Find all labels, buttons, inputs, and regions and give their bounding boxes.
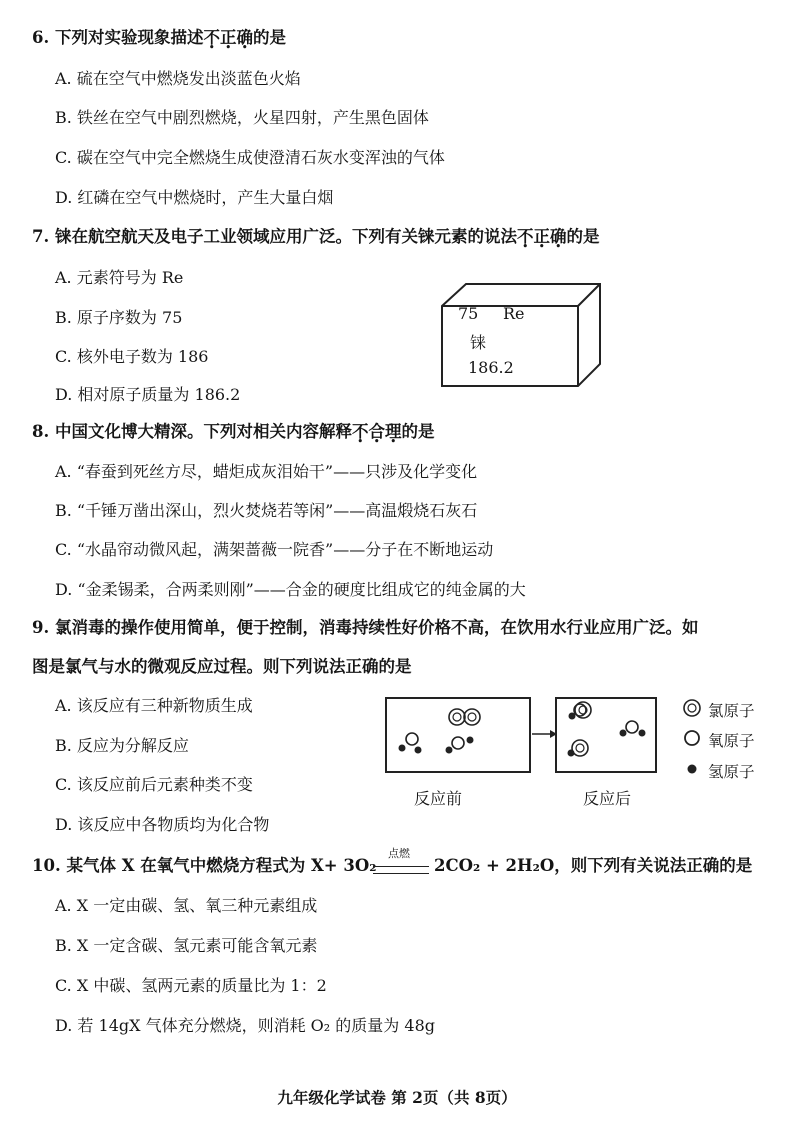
element-card-cube xyxy=(440,282,602,388)
q10-option-d: D. 若 14gX 气体充分燃烧，则消耗 O₂ 的质量为 48g xyxy=(55,1016,435,1035)
chlorine-molecule xyxy=(449,709,480,725)
question-7-stem: 7. 铼在航空航天及电子工业领域应用广泛。下列有关铼元素的说法不正确的是 xyxy=(32,227,600,246)
water-molecule xyxy=(446,737,474,754)
q8-option-b: B. “千锤万凿出深山，烈火焚烧若等闲”——高温煅烧石灰石 xyxy=(55,501,478,520)
water-molecule xyxy=(399,733,422,754)
q8-option-a: A. “春蚕到死丝方尽，蜡炬成灰泪始干”——只涉及化学变化 xyxy=(55,462,478,481)
legend-oxygen: 氧原子 xyxy=(708,732,755,750)
element-name: 铼 xyxy=(470,333,487,352)
legend-hydrogen: 氢原子 xyxy=(708,763,755,781)
chlorine-atom-icon xyxy=(684,700,700,716)
emphasis-char: 正 xyxy=(219,28,237,47)
water-molecule xyxy=(620,721,646,737)
question-10-stem-right: 2CO₂ + 2H₂O，则下列有关说法正确的是 xyxy=(434,856,753,875)
caption-before: 反应前 xyxy=(414,789,463,808)
reaction-condition: 点燃 xyxy=(388,847,410,860)
q9-option-d: D. 该反应中各物质均为化合物 xyxy=(55,815,270,834)
element-symbol: Re xyxy=(503,304,525,323)
q7-option-b: B. 原子序数为 75 xyxy=(55,308,183,327)
legend-chlorine: 氯原子 xyxy=(708,702,755,720)
emphasis-char: 不 xyxy=(351,422,369,441)
hydrogen-chloride-molecule xyxy=(568,740,589,757)
q6-option-a: A. 硫在空气中燃烧发出淡蓝色火焰 xyxy=(55,69,301,88)
equation-arrow xyxy=(373,866,429,874)
hydrogen-atom-icon xyxy=(688,765,697,774)
q7-option-c: C. 核外电子数为 186 xyxy=(55,347,209,366)
question-9-stem-line1: 9. 氯消毒的操作使用简单，便于控制，消毒持续性好价格不高，在饮用水行业应用广泛。如 xyxy=(32,618,699,637)
q8-option-c: C. “水晶帘动微风起，满架蔷薇一院香”——分子在不断地运动 xyxy=(55,540,494,559)
emphasis-char: 不 xyxy=(516,227,534,246)
emphasis-char: 确 xyxy=(236,28,253,47)
emphasis-char: 不 xyxy=(203,28,220,47)
q10-option-c: C. X 中碳、氢两元素的质量比为 1：2 xyxy=(55,976,327,995)
page-footer: 九年级化学试卷 第 2页（共 8页） xyxy=(277,1088,517,1107)
q10-option-a: A. X 一定由碳、氢、氧三种元素组成 xyxy=(55,896,318,915)
question-8-stem: 8. 中国文化博大精深。下列对相关内容解释不合理的是 xyxy=(32,422,435,441)
q6-option-c: C. 碳在空气中完全燃烧生成使澄清石灰水变浑浊的气体 xyxy=(55,148,445,167)
q10-option-b: B. X 一定含碳、氢元素可能含氧元素 xyxy=(55,936,318,955)
q9-option-b: B. 反应为分解反应 xyxy=(55,736,189,755)
q7-option-a: A. 元素符号为 Re xyxy=(55,268,184,287)
emphasis-char: 确 xyxy=(549,227,567,246)
emphasis-char: 合 xyxy=(368,422,385,441)
emphasis-char: 理 xyxy=(384,422,402,441)
hypochlorous-acid-molecule xyxy=(569,702,592,720)
q8-option-d: D. “金柔锡柔，合两柔则刚”——合金的硬度比组成它的纯金属的大 xyxy=(55,580,526,599)
q6-option-d: D. 红磷在空气中燃烧时，产生大量白烟 xyxy=(55,188,334,207)
question-10-stem-left: 10. 某气体 X 在氧气中燃烧方程式为 X+ 3O₂ xyxy=(32,856,377,875)
q9-option-c: C. 该反应前后元素种类不变 xyxy=(55,775,253,794)
atomic-number: 75 xyxy=(458,304,479,323)
oxygen-atom-icon xyxy=(685,731,699,745)
question-9-stem-line2: 图是氯气与水的微观反应过程。则下列说法正确的是 xyxy=(32,657,412,676)
emphasis-char: 正 xyxy=(533,227,550,246)
q9-option-a: A. 该反应有三种新物质生成 xyxy=(55,696,253,715)
q6-option-b: B. 铁丝在空气中剧烈燃烧，火星四射，产生黑色固体 xyxy=(55,108,429,127)
caption-after: 反应后 xyxy=(583,789,632,808)
q7-option-d: D. 相对原子质量为 186.2 xyxy=(55,385,241,404)
question-6-stem: 6. 下列对实验现象描述不正确的是 xyxy=(32,28,286,47)
atomic-mass: 186.2 xyxy=(468,358,514,377)
